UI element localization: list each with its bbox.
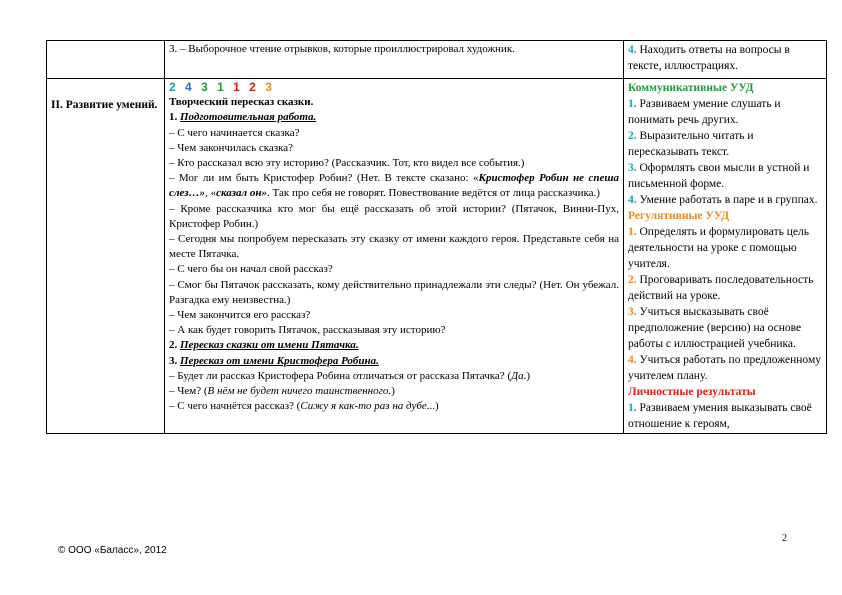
text-span: . Так про себя не говорят. Повествование ведётся от лица рассказчика.) bbox=[267, 187, 600, 200]
text-span: ) bbox=[526, 369, 531, 382]
activity-line bbox=[169, 384, 619, 399]
color-digit: 2 bbox=[169, 80, 179, 94]
quote-span: Кристофер Робин не спеша слез…» bbox=[169, 172, 620, 200]
step-title: Подготовительная работа. bbox=[180, 111, 317, 124]
uud-item bbox=[628, 192, 822, 208]
activity-line: – Кроме рассказчика кто мог бы ещё рассказать об этой истории? (Пятачок, Винни-Пух, Кристофер Робин.) bbox=[169, 202, 619, 230]
activity-line: – Чем закончилась сказка? bbox=[169, 141, 294, 154]
uud-item bbox=[628, 272, 822, 304]
color-digit: 3 bbox=[265, 80, 275, 94]
uud-item bbox=[628, 160, 822, 192]
color-digit: 1 bbox=[233, 80, 243, 94]
activity-line bbox=[169, 171, 619, 201]
text-span: ) bbox=[391, 385, 395, 398]
answer-span: В нём не будет ничего таинственного. bbox=[207, 385, 392, 398]
uud-list-personal bbox=[628, 400, 822, 432]
uud-item bbox=[628, 304, 822, 352]
uud-item-text: Оформлять свои мысли в устной и письменной форме. bbox=[628, 162, 810, 190]
uud-item-text: Учиться работать по предложенному учителем плану. bbox=[628, 354, 821, 382]
activity-line bbox=[169, 399, 619, 414]
uud-item bbox=[628, 400, 822, 432]
step-number: 1. bbox=[169, 111, 178, 124]
table-row bbox=[47, 79, 827, 434]
step-number: 3. bbox=[169, 354, 178, 367]
answer-span: Сижу я как-то раз на дубе bbox=[300, 400, 427, 413]
text-span: , « bbox=[205, 187, 217, 200]
stage-cell bbox=[47, 41, 165, 79]
uud-item-text: Умение работать в паре и в группах. bbox=[636, 194, 818, 206]
uud-heading-personal: Личностные результаты bbox=[628, 386, 756, 398]
uud-item bbox=[628, 42, 822, 74]
activity-line: 3. – Выборочное чтение отрывков, которые проиллюстрировал художник. bbox=[169, 43, 515, 55]
uud-item-number: 3. bbox=[628, 306, 637, 318]
color-digit: 3 bbox=[201, 80, 211, 94]
uud-cell bbox=[624, 41, 827, 79]
color-digit-row bbox=[169, 80, 619, 95]
uud-item bbox=[628, 96, 822, 128]
text-span: – С чего начнётся рассказ? ( bbox=[169, 400, 301, 413]
uud-item bbox=[628, 128, 822, 160]
step-title: Пересказ от имени Кристофера Робина. bbox=[180, 354, 379, 367]
activity-line: – С чего начинается сказка? bbox=[169, 126, 300, 139]
uud-item-number: 2. bbox=[628, 130, 637, 142]
copyright-footer: © ООО «Баласс», 2012 bbox=[58, 545, 167, 556]
activity-line bbox=[169, 354, 619, 369]
uud-item-number: 1. bbox=[628, 402, 637, 414]
uud-item-text: Определять и формулировать цель деятельности на уроке с помощью учителя. bbox=[628, 226, 809, 270]
activity-title: Творческий пересказ сказки. bbox=[169, 96, 314, 109]
step-number: 2. bbox=[169, 339, 178, 352]
stage-cell bbox=[47, 79, 165, 434]
uud-list-regulative bbox=[628, 224, 822, 384]
activity-line bbox=[169, 338, 619, 353]
uud-item bbox=[628, 352, 822, 384]
uud-item-text: Учиться высказывать своё предположение (версию) на основе работы с иллюстрацией учебника. bbox=[628, 306, 802, 350]
table-row bbox=[47, 41, 827, 79]
uud-item-number: 4. bbox=[628, 354, 637, 366]
uud-heading-regulative: Регулятивные УУД bbox=[628, 210, 730, 222]
activity-line: – Кто рассказал всю эту историю? (Рассказчик. Тот, кто видел все события.) bbox=[169, 157, 525, 170]
color-digit: 2 bbox=[249, 80, 259, 94]
lesson-plan-table bbox=[46, 40, 827, 434]
uud-item-number: 1. bbox=[628, 226, 637, 238]
text-span: – Будет ли рассказ Кристофера Робина отличаться от рассказа Пятачка? ( bbox=[169, 369, 512, 382]
uud-item-text: Развиваем умения выказывать своё отношение к героям, bbox=[628, 402, 812, 430]
quote-span: сказал он» bbox=[216, 187, 268, 200]
step-title: Пересказ сказки от имени Пятачка. bbox=[180, 339, 359, 352]
uud-item-number: 1. bbox=[628, 98, 637, 110]
color-digit: 1 bbox=[217, 80, 227, 94]
text-span: – Чем? ( bbox=[169, 385, 208, 398]
activity-line: – Чем закончится его рассказ? bbox=[169, 309, 311, 322]
uud-item-number: 3. bbox=[628, 162, 637, 174]
uud-item bbox=[628, 224, 822, 272]
activity-line bbox=[169, 369, 619, 384]
color-digit: 4 bbox=[185, 80, 195, 94]
activity-line bbox=[169, 110, 619, 125]
answer-span: Да. bbox=[511, 369, 527, 382]
text-span: ...) bbox=[426, 400, 439, 413]
uud-item-text: Находить ответы на вопросы в тексте, иллюстрациях. bbox=[628, 44, 790, 72]
uud-item-number: 4. bbox=[628, 194, 637, 206]
uud-item-number: 4. bbox=[628, 44, 637, 56]
uud-cell bbox=[624, 79, 827, 434]
activity-cell bbox=[165, 41, 624, 79]
stage-title: II. Развитие умений. bbox=[51, 99, 158, 111]
activity-cell bbox=[165, 79, 624, 434]
uud-item-number: 2. bbox=[628, 274, 637, 286]
activity-line: – Сегодня мы попробуем пересказать эту сказку от имени каждого героя. Представьте себя на месте Пятачка. bbox=[169, 233, 619, 261]
activity-line: – С чего бы он начал свой рассказ? bbox=[169, 263, 333, 276]
uud-heading-communicative: Коммуникативные УУД bbox=[628, 82, 754, 94]
uud-item-text: Развиваем умение слушать и понимать речь других. bbox=[628, 98, 781, 126]
activity-line: – А как будет говорить Пятачок, рассказывая эту историю? bbox=[169, 324, 446, 337]
activity-line: – Смог бы Пятачок рассказать, кому действительно принадлежали эти следы? (Нет. Он убежал. Разгадка ему неизвестна.) bbox=[169, 278, 619, 306]
page-number: 2 bbox=[782, 533, 787, 544]
uud-list-communicative bbox=[628, 96, 822, 208]
uud-item-text: Проговаривать последовательность действий на уроке. bbox=[628, 274, 814, 302]
uud-item-text: Выразительно читать и пересказывать текст. bbox=[628, 130, 754, 158]
text-span: – Мог ли им быть Кристофер Робин? (Нет. В тексте сказано: « bbox=[169, 172, 479, 185]
